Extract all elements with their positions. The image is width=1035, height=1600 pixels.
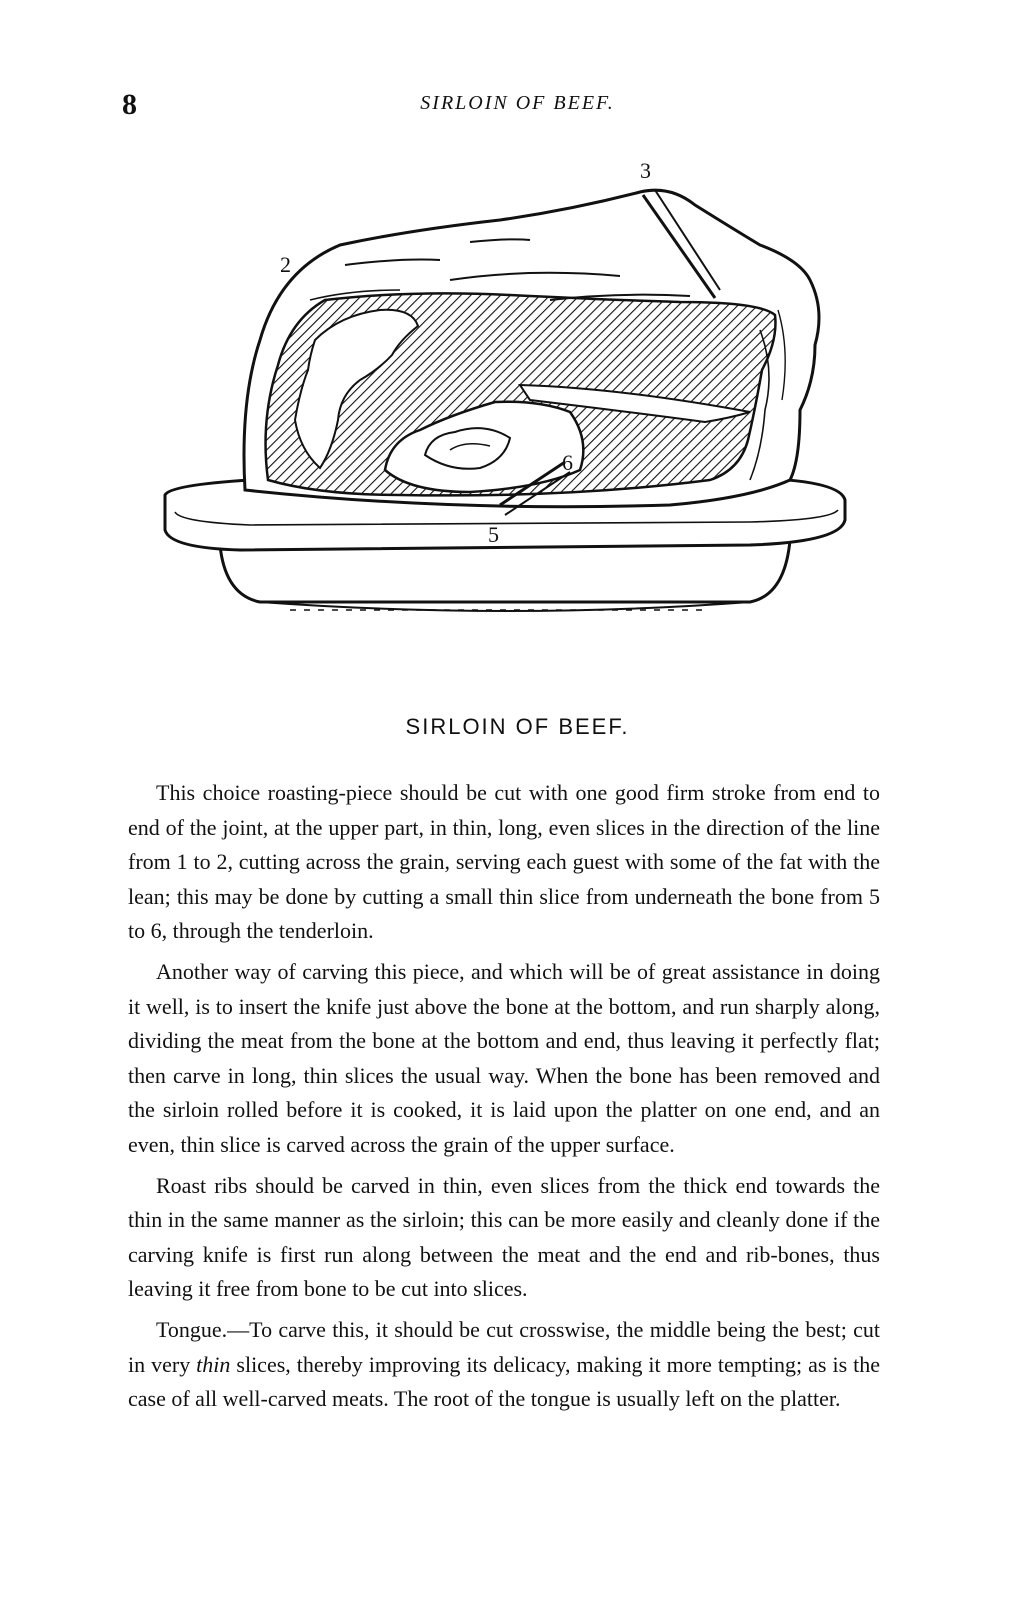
page-number: 8 (122, 88, 137, 121)
section-title: SIRLOIN OF BEEF. (405, 714, 630, 739)
paragraph-tongue (128, 1313, 880, 1417)
paragraph-sirloin-cutting: This choice roasting-piece should be cut with one good firm stroke from end to end of the joint, at the upper part, in thin, long, even slices in the direction of the line from 1 to 2, cutting across the grain, serving each guest with some of the fat with the lean; this may be done by cutting a small thin slice from underneath the bone from 5 to 6, through the tenderloin. (128, 780, 880, 944)
paragraph-alternate-method: Another way of carving this piece, and which will be of great assistance in doing it well, is to insert the knife just above the bone at the bottom, and run sharply along, dividing the meat from the bone at the bottom and end, thus leaving it perfectly flat; then carve in long, thin slices the usual way. When the bone has been removed and the sirloin rolled before it is cooked, it is laid upon the platter on one end, and an even, thin slice is carved across the grain of the upper surface. (128, 958, 880, 1157)
tongue-text-end: slices, thereby improving its delicacy, making it more tempting; as is the case of all well-carved meats. The root of the tongue is usually left on the platter. (128, 1351, 880, 1412)
beef-joint (244, 190, 819, 515)
tongue-emphasis: thin (196, 1351, 231, 1377)
figure-label-2: 2 (280, 252, 291, 277)
figure-label-3: 3 (640, 158, 651, 183)
body-text (128, 776, 880, 1423)
running-head: SIRLOIN OF BEEF. (420, 92, 615, 114)
paragraph-roast-ribs: Roast ribs should be carved in thin, even slices from the thick end towards the thin in the same manner as the sirloin; this can be more easily and cleanly done if the carving knife is first run along between the meat and the end and rib-bones, thus leaving it free from bone to be cut into slices. (128, 1172, 880, 1302)
figure-label-5: 5 (488, 522, 499, 547)
tongue-text-start: Tongue.—To carve this, it should be cut crosswise, the middle being the best; cut in very (128, 1316, 880, 1377)
sirloin-illustration (150, 150, 870, 630)
figure-label-6: 6 (562, 450, 573, 475)
sirloin-engraving (150, 150, 870, 630)
